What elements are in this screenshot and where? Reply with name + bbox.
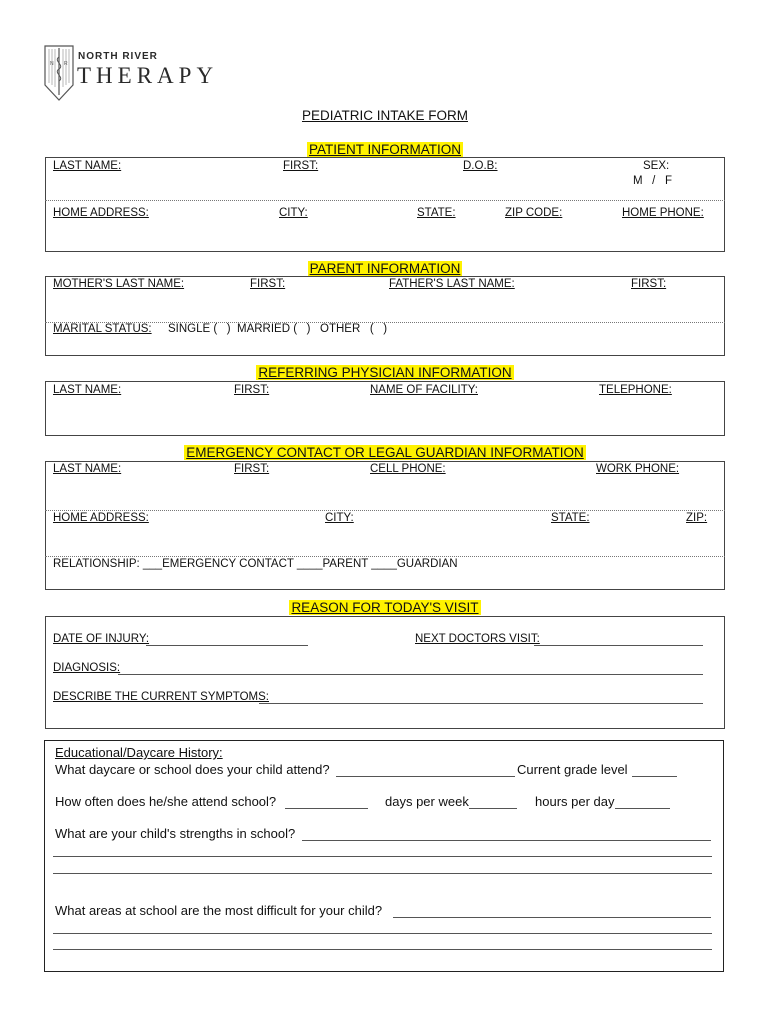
patient-city-label: CITY:: [279, 207, 308, 219]
difficulties-line-3: [53, 949, 712, 950]
shield-letter-n: N: [50, 61, 54, 67]
difficulties-line-2: [53, 933, 712, 934]
difficulties-question: What areas at school are the most difficult for your child?: [55, 903, 383, 918]
next-doctors-visit-line: [534, 645, 703, 646]
days-per-week-line: [469, 808, 517, 809]
emergency-divider-2: [45, 556, 725, 557]
work-phone-label: WORK PHONE:: [596, 463, 680, 475]
symptoms-label: DESCRIBE THE CURRENT SYMPTOMS:: [53, 691, 269, 703]
relationship-label: RELATIONSHIP: ___EMERGENCY CONTACT ____PARENT ____GUARDIAN: [53, 558, 458, 570]
patient-state-label: STATE:: [417, 207, 456, 219]
logo-line1: NORTH RIVER: [78, 51, 158, 62]
date-of-injury-label: DATE OF INJURY:: [53, 633, 150, 645]
mother-last-name-label: MOTHER'S LAST NAME:: [53, 278, 185, 290]
patient-last-name-label: LAST NAME:: [53, 160, 122, 172]
emergency-city-label: CITY:: [325, 512, 354, 524]
emergency-divider-1: [45, 510, 725, 511]
school-answer-line: [336, 776, 515, 777]
emergency-state-label: STATE:: [551, 512, 590, 524]
date-of-injury-line: [146, 645, 308, 646]
cell-phone-label: CELL PHONE:: [370, 463, 446, 475]
difficulties-line-1: [393, 917, 711, 918]
attendance-answer-line: [285, 808, 368, 809]
father-last-name-label: FATHER'S LAST NAME:: [389, 278, 515, 290]
facility-name-label: NAME OF FACILITY:: [370, 384, 478, 396]
grade-level-label: Current grade level: [517, 762, 628, 777]
logo-line2: THERAPY: [77, 63, 219, 88]
patient-dob-label: D.O.B:: [463, 160, 498, 172]
emergency-first-label: FIRST:: [234, 463, 270, 475]
physician-first-label: FIRST:: [234, 384, 270, 396]
days-per-week-label: days per week: [385, 794, 469, 809]
patient-home-phone-label: HOME PHONE:: [622, 207, 704, 219]
physician-section-title: REFERRING PHYSICIAN INFORMATION: [258, 365, 512, 380]
shield-letter-r: R: [64, 61, 68, 67]
parent-section-title: PARENT INFORMATION: [309, 261, 461, 276]
emergency-box: [45, 461, 725, 590]
diagnosis-label: DIAGNOSIS:: [53, 662, 121, 674]
patient-first-label: FIRST:: [283, 160, 319, 172]
marital-married-option: MARRIED ( ): [237, 323, 311, 335]
patient-sex-options: M / F: [633, 175, 672, 187]
father-first-label: FIRST:: [631, 278, 667, 290]
school-question: What daycare or school does your child attend?: [55, 762, 330, 777]
patient-box: [45, 157, 725, 252]
marital-other-option: OTHER ( ): [320, 323, 388, 335]
marital-status-label: MARITAL STATUS:: [53, 323, 152, 335]
marital-single-option: SINGLE ( ): [168, 323, 231, 335]
visit-section-title: REASON FOR TODAY'S VISIT: [291, 600, 479, 615]
hours-per-day-line: [615, 808, 670, 809]
next-doctors-visit-label: NEXT DOCTORS VISIT:: [415, 633, 540, 645]
shield-logo-icon: [44, 45, 74, 101]
strengths-question: What are your child's strengths in school?: [55, 826, 296, 841]
mother-first-label: FIRST:: [250, 278, 286, 290]
strengths-line-3: [53, 873, 712, 874]
patient-zip-label: ZIP CODE:: [505, 207, 563, 219]
emergency-home-address-label: HOME ADDRESS:: [53, 512, 149, 524]
form-title: PEDIATRIC INTAKE FORM: [301, 108, 468, 123]
patient-home-address-label: HOME ADDRESS:: [53, 207, 149, 219]
attendance-question: How often does he/she attend school?: [55, 794, 277, 809]
emergency-zip-label: ZIP:: [686, 512, 708, 524]
emergency-last-name-label: LAST NAME:: [53, 463, 122, 475]
grade-level-line: [632, 776, 677, 777]
diagnosis-line: [118, 674, 703, 675]
emergency-section-title: EMERGENCY CONTACT OR LEGAL GUARDIAN INFORMATION: [186, 445, 584, 460]
physician-last-name-label: LAST NAME:: [53, 384, 122, 396]
patient-section-title: PATIENT INFORMATION: [308, 142, 461, 157]
strengths-line-2: [53, 856, 712, 857]
patient-divider: [45, 200, 725, 201]
patient-sex-label: SEX:: [643, 160, 670, 172]
physician-telephone-label: TELEPHONE:: [599, 384, 672, 396]
education-heading: Educational/Daycare History:: [55, 745, 223, 760]
hours-per-day-label: hours per day: [535, 794, 615, 809]
symptoms-line: [259, 703, 703, 704]
strengths-line-1: [302, 840, 711, 841]
